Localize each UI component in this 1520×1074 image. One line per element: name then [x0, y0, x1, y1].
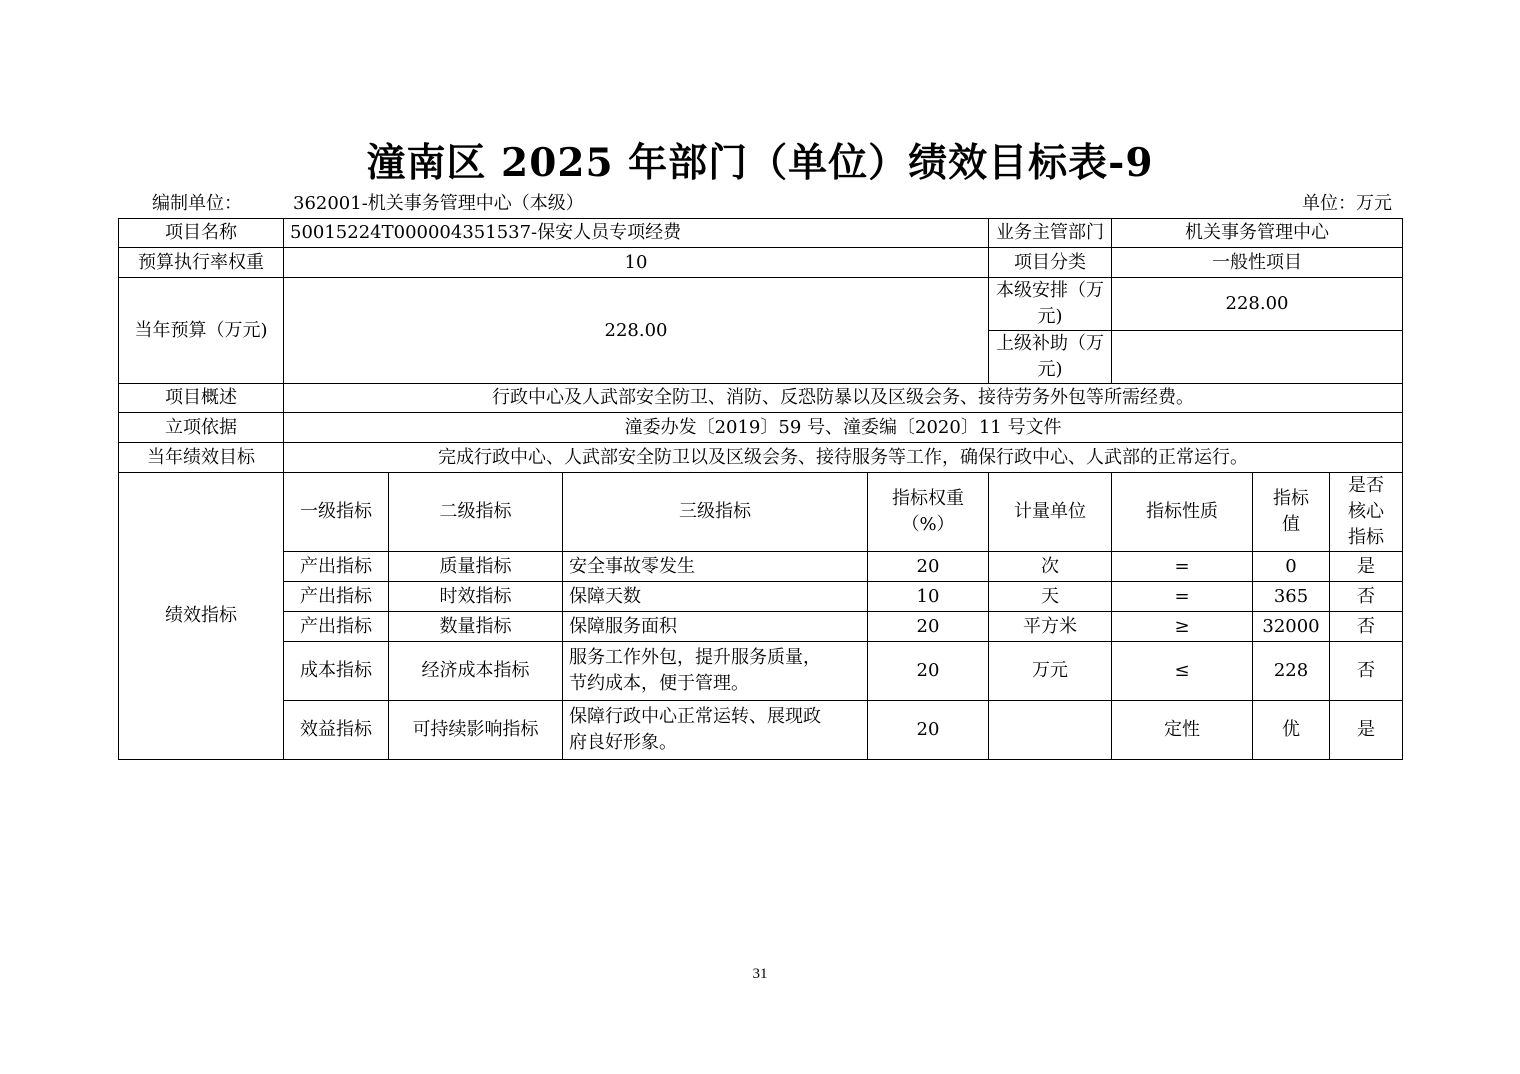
value-cell: 0 — [1253, 552, 1330, 582]
table-row — [119, 582, 1403, 612]
org-value: 362001-机关事务管理中心（本级） — [293, 193, 584, 214]
goal-value: 完成行政中心、人武部安全防卫以及区级会务、接待服务等工作，确保行政中心、人武部的正常运行。 — [284, 443, 1403, 473]
weight-cell: 20 — [868, 612, 989, 642]
dept-label: 业务主管部门 — [989, 219, 1112, 248]
level3-cell: 安全事故零发生 — [563, 552, 868, 582]
header-value-line2: 值 — [1282, 514, 1301, 535]
level3-line1: 服务工作外包，提升服务质量， — [569, 647, 821, 668]
unit-cell: 万元 — [989, 642, 1112, 701]
value-cell: 228 — [1253, 642, 1330, 701]
header-value — [1253, 473, 1330, 552]
weight-cell: 20 — [868, 701, 989, 760]
header-core-line1: 是否 — [1348, 475, 1385, 496]
subsidy-label: 上级补助（万元) — [989, 331, 1112, 384]
value-cell: 优 — [1253, 701, 1330, 760]
org-label: 编制单位： — [152, 193, 242, 214]
header-nature: 指标性质 — [1112, 473, 1253, 552]
weight-cell: 10 — [868, 582, 989, 612]
core-cell: 是 — [1330, 701, 1403, 760]
level2-cell: 数量指标 — [389, 612, 563, 642]
core-cell: 否 — [1330, 582, 1403, 612]
core-cell: 否 — [1330, 642, 1403, 701]
level3-cell: 保障服务面积 — [563, 612, 868, 642]
nature-cell: ≥ — [1112, 612, 1253, 642]
performance-target-table — [118, 218, 1403, 760]
table-row — [119, 552, 1403, 582]
budget-weight-value: 10 — [284, 248, 989, 278]
annual-budget-label: 当年预算（万元) — [119, 278, 284, 384]
weight-cell: 20 — [868, 642, 989, 701]
nature-cell: = — [1112, 552, 1253, 582]
annual-budget-value: 228.00 — [284, 278, 989, 384]
nature-cell: ≤ — [1112, 642, 1253, 701]
unit-cell — [989, 701, 1112, 760]
header-value-line1: 指标 — [1273, 488, 1310, 509]
basis-label: 立项依据 — [119, 413, 284, 443]
unit-cell: 平方米 — [989, 612, 1112, 642]
core-cell: 是 — [1330, 552, 1403, 582]
header-core-line3: 指标 — [1348, 527, 1385, 548]
level3-line2: 节约成本，便于管理。 — [569, 673, 749, 694]
basis-value: 潼委办发〔2019〕59 号、潼委编〔2020〕11 号文件 — [284, 413, 1403, 443]
core-cell: 否 — [1330, 612, 1403, 642]
level3-cell — [563, 642, 868, 701]
header-level3: 三级指标 — [563, 473, 868, 552]
level3-cell — [563, 701, 868, 760]
page-title: 潼南区 2025 年部门（单位）绩效目标表-9 — [366, 140, 1154, 186]
header-weight — [868, 473, 989, 552]
level2-cell: 经济成本指标 — [389, 642, 563, 701]
header-weight-line1: 指标权重 — [892, 488, 964, 509]
header-level2: 二级指标 — [389, 473, 563, 552]
header-unit: 计量单位 — [989, 473, 1112, 552]
unit-label: 单位：万元 — [1302, 193, 1392, 214]
indicators-section-label: 绩效指标 — [119, 473, 284, 760]
table-row — [119, 701, 1403, 760]
level3-cell: 保障天数 — [563, 582, 868, 612]
level1-cell: 成本指标 — [284, 642, 389, 701]
header-core-line2: 核心 — [1348, 501, 1385, 522]
overview-label: 项目概述 — [119, 384, 284, 413]
category-value: 一般性项目 — [1112, 248, 1403, 278]
level1-cell: 产出指标 — [284, 582, 389, 612]
table-row — [119, 612, 1403, 642]
dept-value: 机关事务管理中心 — [1112, 219, 1403, 248]
level2-cell: 质量指标 — [389, 552, 563, 582]
level3-line2: 府良好形象。 — [569, 732, 677, 753]
goal-label: 当年绩效目标 — [119, 443, 284, 473]
level2-cell: 时效指标 — [389, 582, 563, 612]
page-number: 31 — [752, 966, 768, 982]
level1-cell: 效益指标 — [284, 701, 389, 760]
nature-cell: = — [1112, 582, 1253, 612]
level2-cell: 可持续影响指标 — [389, 701, 563, 760]
local-budget-label: 本级安排（万元) — [989, 278, 1112, 331]
category-label: 项目分类 — [989, 248, 1112, 278]
nature-cell: 定性 — [1112, 701, 1253, 760]
unit-cell: 天 — [989, 582, 1112, 612]
value-cell: 365 — [1253, 582, 1330, 612]
budget-weight-label: 预算执行率权重 — [119, 248, 284, 278]
level3-line1: 保障行政中心正常运转、展现政 — [569, 706, 821, 727]
header-level1: 一级指标 — [284, 473, 389, 552]
unit-cell: 次 — [989, 552, 1112, 582]
header-core — [1330, 473, 1403, 552]
level1-cell: 产出指标 — [284, 552, 389, 582]
level1-cell: 产出指标 — [284, 612, 389, 642]
project-name-label: 项目名称 — [119, 219, 284, 248]
local-budget-value: 228.00 — [1112, 278, 1403, 331]
project-name-value: 50015224T000004351537-保安人员专项经费 — [284, 219, 989, 248]
subsidy-value — [1112, 331, 1403, 384]
table-row — [119, 642, 1403, 701]
header-weight-line2: （%） — [901, 514, 955, 535]
weight-cell: 20 — [868, 552, 989, 582]
overview-value: 行政中心及人武部安全防卫、消防、反恐防暴以及区级会务、接待劳务外包等所需经费。 — [284, 384, 1403, 413]
value-cell: 32000 — [1253, 612, 1330, 642]
